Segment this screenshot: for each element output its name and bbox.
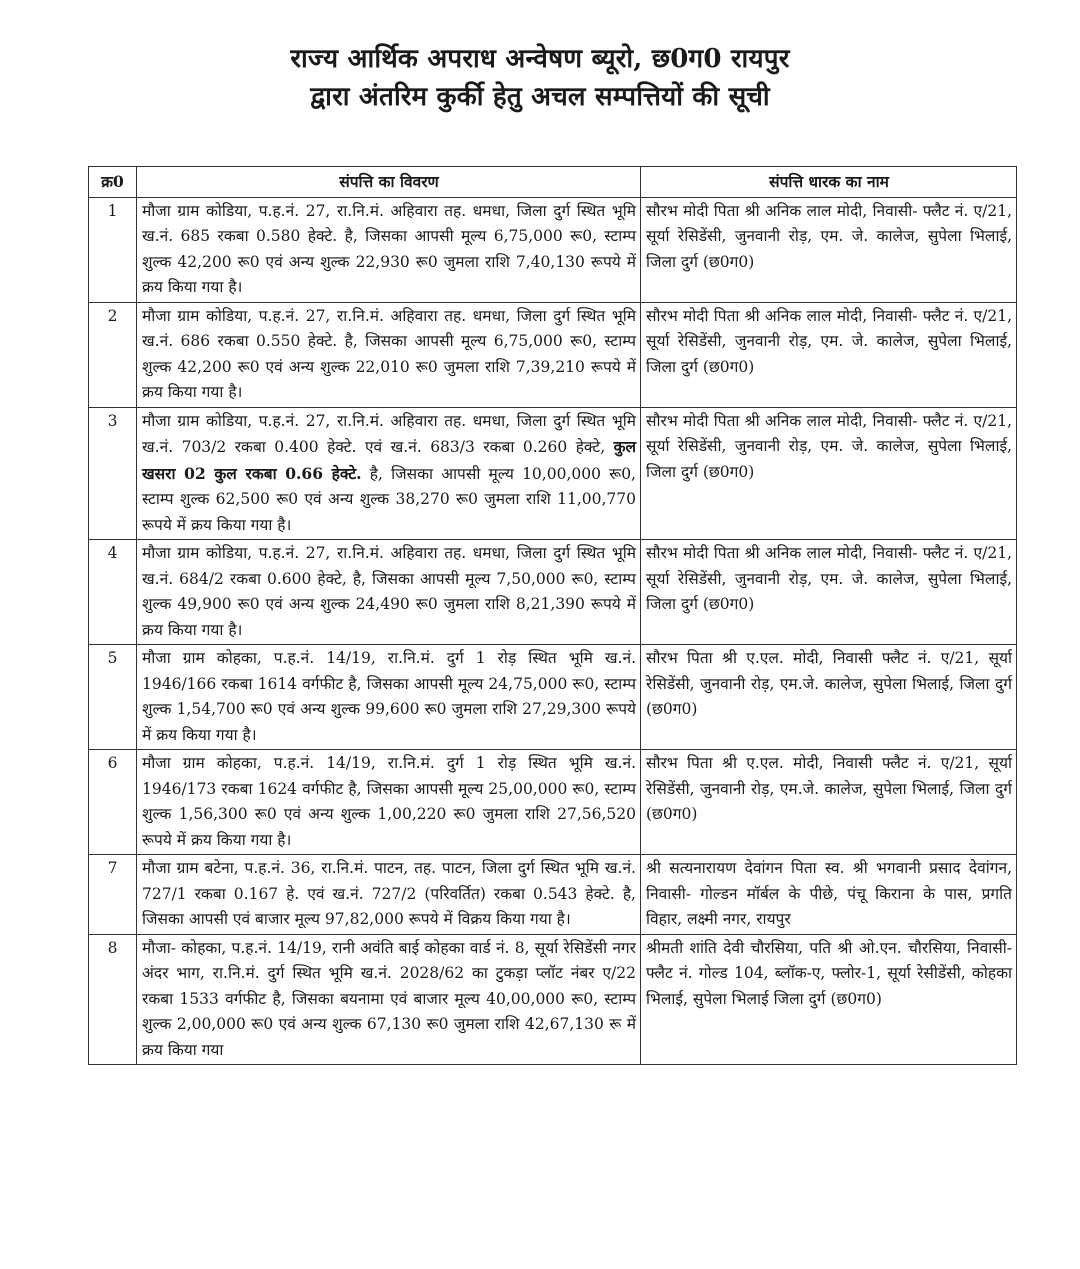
serial-column-header: क्र0 — [89, 167, 137, 198]
property-description-cell: मौजा ग्राम बटेना, प.ह.नं. 36, रा.नि.मं. पाटन, तह. पाटन, जिला दुर्ग स्थित भूमि ख.नं. 727/1 रकबा 0.167 हे. एवं ख.नं. 727/2 (परिवर्तित) रकबा 0.543 हेक्टे. है, जिसका आपसी एवं बाजार मूल्य 97,82,000 रूपये में विक्रय किया गया है। — [137, 855, 641, 935]
property-holder-cell: सौरभ पिता श्री ए.एल. मोदी, निवासी फ्लैट नं. ए/21, सूर्या रेसिडेंसी, जुनवानी रोड़, एम.जे. कालेज, सुपेला भिलाई, जिला दुर्ग (छ0ग0) — [641, 750, 1017, 855]
document-header — [0, 40, 1080, 116]
table-row — [89, 855, 1017, 935]
property-description-cell — [137, 407, 641, 540]
table-row — [89, 197, 1017, 302]
table-row — [89, 540, 1017, 645]
description-text: मौजा ग्राम कोडिया, प.ह.नं. 27, रा.नि.मं. अहिवारा तह. धमधा, जिला दुर्ग स्थित भूमि ख.नं. 703/2 रकबा 0.400 हेक्टे. एवं ख.नं. 683/3 रकबा 0.260 हेक्टे, — [142, 411, 636, 456]
property-description-cell: मौजा ग्राम कोहका, प.ह.नं. 14/19, रा.नि.मं. दुर्ग 1 रोड़ स्थित भूमि ख.नं. 1946/173 रकबा 1624 वर्गफीट है, जिसका आपसी मूल्य 25,00,000 रू0, स्टाम्प शुल्क 1,56,300 रू0 एवं अन्य शुल्क 1,00,220 रू0 जुमला राशि 27,56,520 रूपये में क्रय किया गया है। — [137, 750, 641, 855]
property-description-cell: मौजा ग्राम कोडिया, प.ह.नं. 27, रा.नि.मं. अहिवारा तह. धमधा, जिला दुर्ग स्थित भूमि ख.नं. 685 रकबा 0.580 हेक्टे. है, जिसका आपसी मूल्य 6,75,000 रू0, स्टाम्प शुल्क 42,200 रू0 एवं अन्य शुल्क 22,930 रू0 जुमला राशि 7,40,130 रूपये में क्रय किया गया है। — [137, 197, 641, 302]
table-row — [89, 750, 1017, 855]
table-row — [89, 407, 1017, 540]
holder-column-header: संपत्ति धारक का नाम — [641, 167, 1017, 198]
serial-cell: 2 — [89, 302, 137, 407]
document-title-line-2: द्वारा अंतरिम कुर्की हेतु अचल सम्पत्तियों की सूची — [310, 82, 770, 112]
serial-cell: 7 — [89, 855, 137, 935]
property-holder-cell: सौरभ पिता श्री ए.एल. मोदी, निवासी फ्लैट नं. ए/21, सूर्या रेसिडेंसी, जुनवानी रोड़, एम.जे. कालेज, सुपेला भिलाई, जिला दुर्ग (छ0ग0) — [641, 645, 1017, 750]
property-description-cell: मौजा ग्राम कोडिया, प.ह.नं. 27, रा.नि.मं. अहिवारा तह. धमधा, जिला दुर्ग स्थित भूमि ख.नं. 686 रकबा 0.550 हेक्टे. है, जिसका आपसी मूल्य 6,75,000 रू0, स्टाम्प शुल्क 42,200 रू0 एवं अन्य शुल्क 22,010 रू0 जुमला राशि 7,39,210 रूपये में क्रय किया गया है। — [137, 302, 641, 407]
description-text: है, जिसका आपसी मूल्य 10,00,000 रू0, स्टाम्प शुल्क 62,500 रू0 एवं अन्य शुल्क 38,270 रू0 जुमला राशि 11,00,770 रूपये में क्रय किया गया है। — [142, 464, 636, 534]
property-description-cell: मौजा ग्राम कोडिया, प.ह.नं. 27, रा.नि.मं. अहिवारा तह. धमधा, जिला दुर्ग स्थित भूमि ख.नं. 684/2 रकबा 0.600 हेक्टे, है, जिसका आपसी मूल्य 7,50,000 रू0, स्टाम्प शुल्क 49,900 रू0 एवं अन्य शुल्क 24,490 रू0 जुमला राशि 8,21,390 रूपये में क्रय किया गया है। — [137, 540, 641, 645]
serial-cell: 6 — [89, 750, 137, 855]
property-description-cell: मौजा- कोहका, प.ह.नं. 14/19, रानी अवंति बाई कोहका वार्ड नं. 8, सूर्या रेसिडेंसी नगर अंदर भाग, रा.नि.मं. दुर्ग स्थित भूमि ख.नं. 2028/62 का टुकड़ा प्लॉट नंबर ए/22 रकबा 1533 वर्गफीट है, जिसका बयनामा एवं बाजार मूल्य 40,00,000 रू0, स्टाम्प शुल्क 2,00,000 रू0 एवं अन्य शुल्क 67,130 रू0 जुमला राशि 42,67,130 रू में क्रय किया गया — [137, 934, 641, 1065]
table-header-row — [89, 167, 1017, 198]
property-description-cell: मौजा ग्राम कोहका, प.ह.नं. 14/19, रा.नि.मं. दुर्ग 1 रोड़ स्थित भूमि ख.नं. 1946/166 रकबा 1614 वर्गफीट है, जिसका आपसी मूल्य 24,75,000 रू0, स्टाम्प शुल्क 1,54,700 रू0 एवं अन्य शुल्क 99,600 रू0 जुमला राशि 27,29,300 रूपये में क्रय किया गया है। — [137, 645, 641, 750]
serial-cell: 8 — [89, 934, 137, 1065]
property-holder-cell: सौरभ मोदी पिता श्री अनिक लाल मोदी, निवासी- फ्लैट नं. ए/21, सूर्या रेसिडेंसी, जुनवानी रोड़, एम. जे. कालेज, सुपेला भिलाई, जिला दुर्ग (छ0ग0) — [641, 407, 1017, 540]
total-area-emphasis: कुल खसरा 02 कुल रकबा 0.66 हेक्टे. — [142, 437, 636, 483]
document-title-line-1: राज्य आर्थिक अपराध अन्वेषण ब्यूरो, छ0ग0 रायपुर — [290, 44, 790, 74]
property-holder-cell: श्री सत्यनारायण देवांगन पिता स्व. श्री भगवानी प्रसाद देवांगन, निवासी- गोल्डन मॉर्बल के पीछे, पंचू किराना के पास, प्रगति विहार, लक्ष्मी नगर, रायपुर — [641, 855, 1017, 935]
property-holder-cell: सौरभ मोदी पिता श्री अनिक लाल मोदी, निवासी- फ्लैट नं. ए/21, सूर्या रेसिडेंसी, जुनवानी रोड़, एम. जे. कालेज, सुपेला भिलाई, जिला दुर्ग (छ0ग0) — [641, 197, 1017, 302]
table-row — [89, 645, 1017, 750]
property-holder-cell: श्रीमती शांति देवी चौरसिया, पति श्री ओ.एन. चौरसिया, निवासी- फ्लैट नं. गोल्ड 104, ब्लॉक-ए, फ्लोर-1, सूर्या रेसीडेंसी, कोहका भिलाई, सुपेला भिलाई जिला दुर्ग (छ0ग0) — [641, 934, 1017, 1065]
property-list-table — [88, 166, 1017, 1065]
serial-cell: 4 — [89, 540, 137, 645]
property-holder-cell: सौरभ मोदी पिता श्री अनिक लाल मोदी, निवासी- फ्लैट नं. ए/21, सूर्या रेसिडेंसी, जुनवानी रोड़, एम. जे. कालेज, सुपेला भिलाई, जिला दुर्ग (छ0ग0) — [641, 302, 1017, 407]
serial-cell: 3 — [89, 407, 137, 540]
description-column-header: संपत्ति का विवरण — [137, 167, 641, 198]
serial-cell: 5 — [89, 645, 137, 750]
table-row — [89, 302, 1017, 407]
serial-cell: 1 — [89, 197, 137, 302]
table-row — [89, 934, 1017, 1065]
property-holder-cell: सौरभ मोदी पिता श्री अनिक लाल मोदी, निवासी- फ्लैट नं. ए/21, सूर्या रेसिडेंसी, जुनवानी रोड़, एम. जे. कालेज, सुपेला भिलाई, जिला दुर्ग (छ0ग0) — [641, 540, 1017, 645]
